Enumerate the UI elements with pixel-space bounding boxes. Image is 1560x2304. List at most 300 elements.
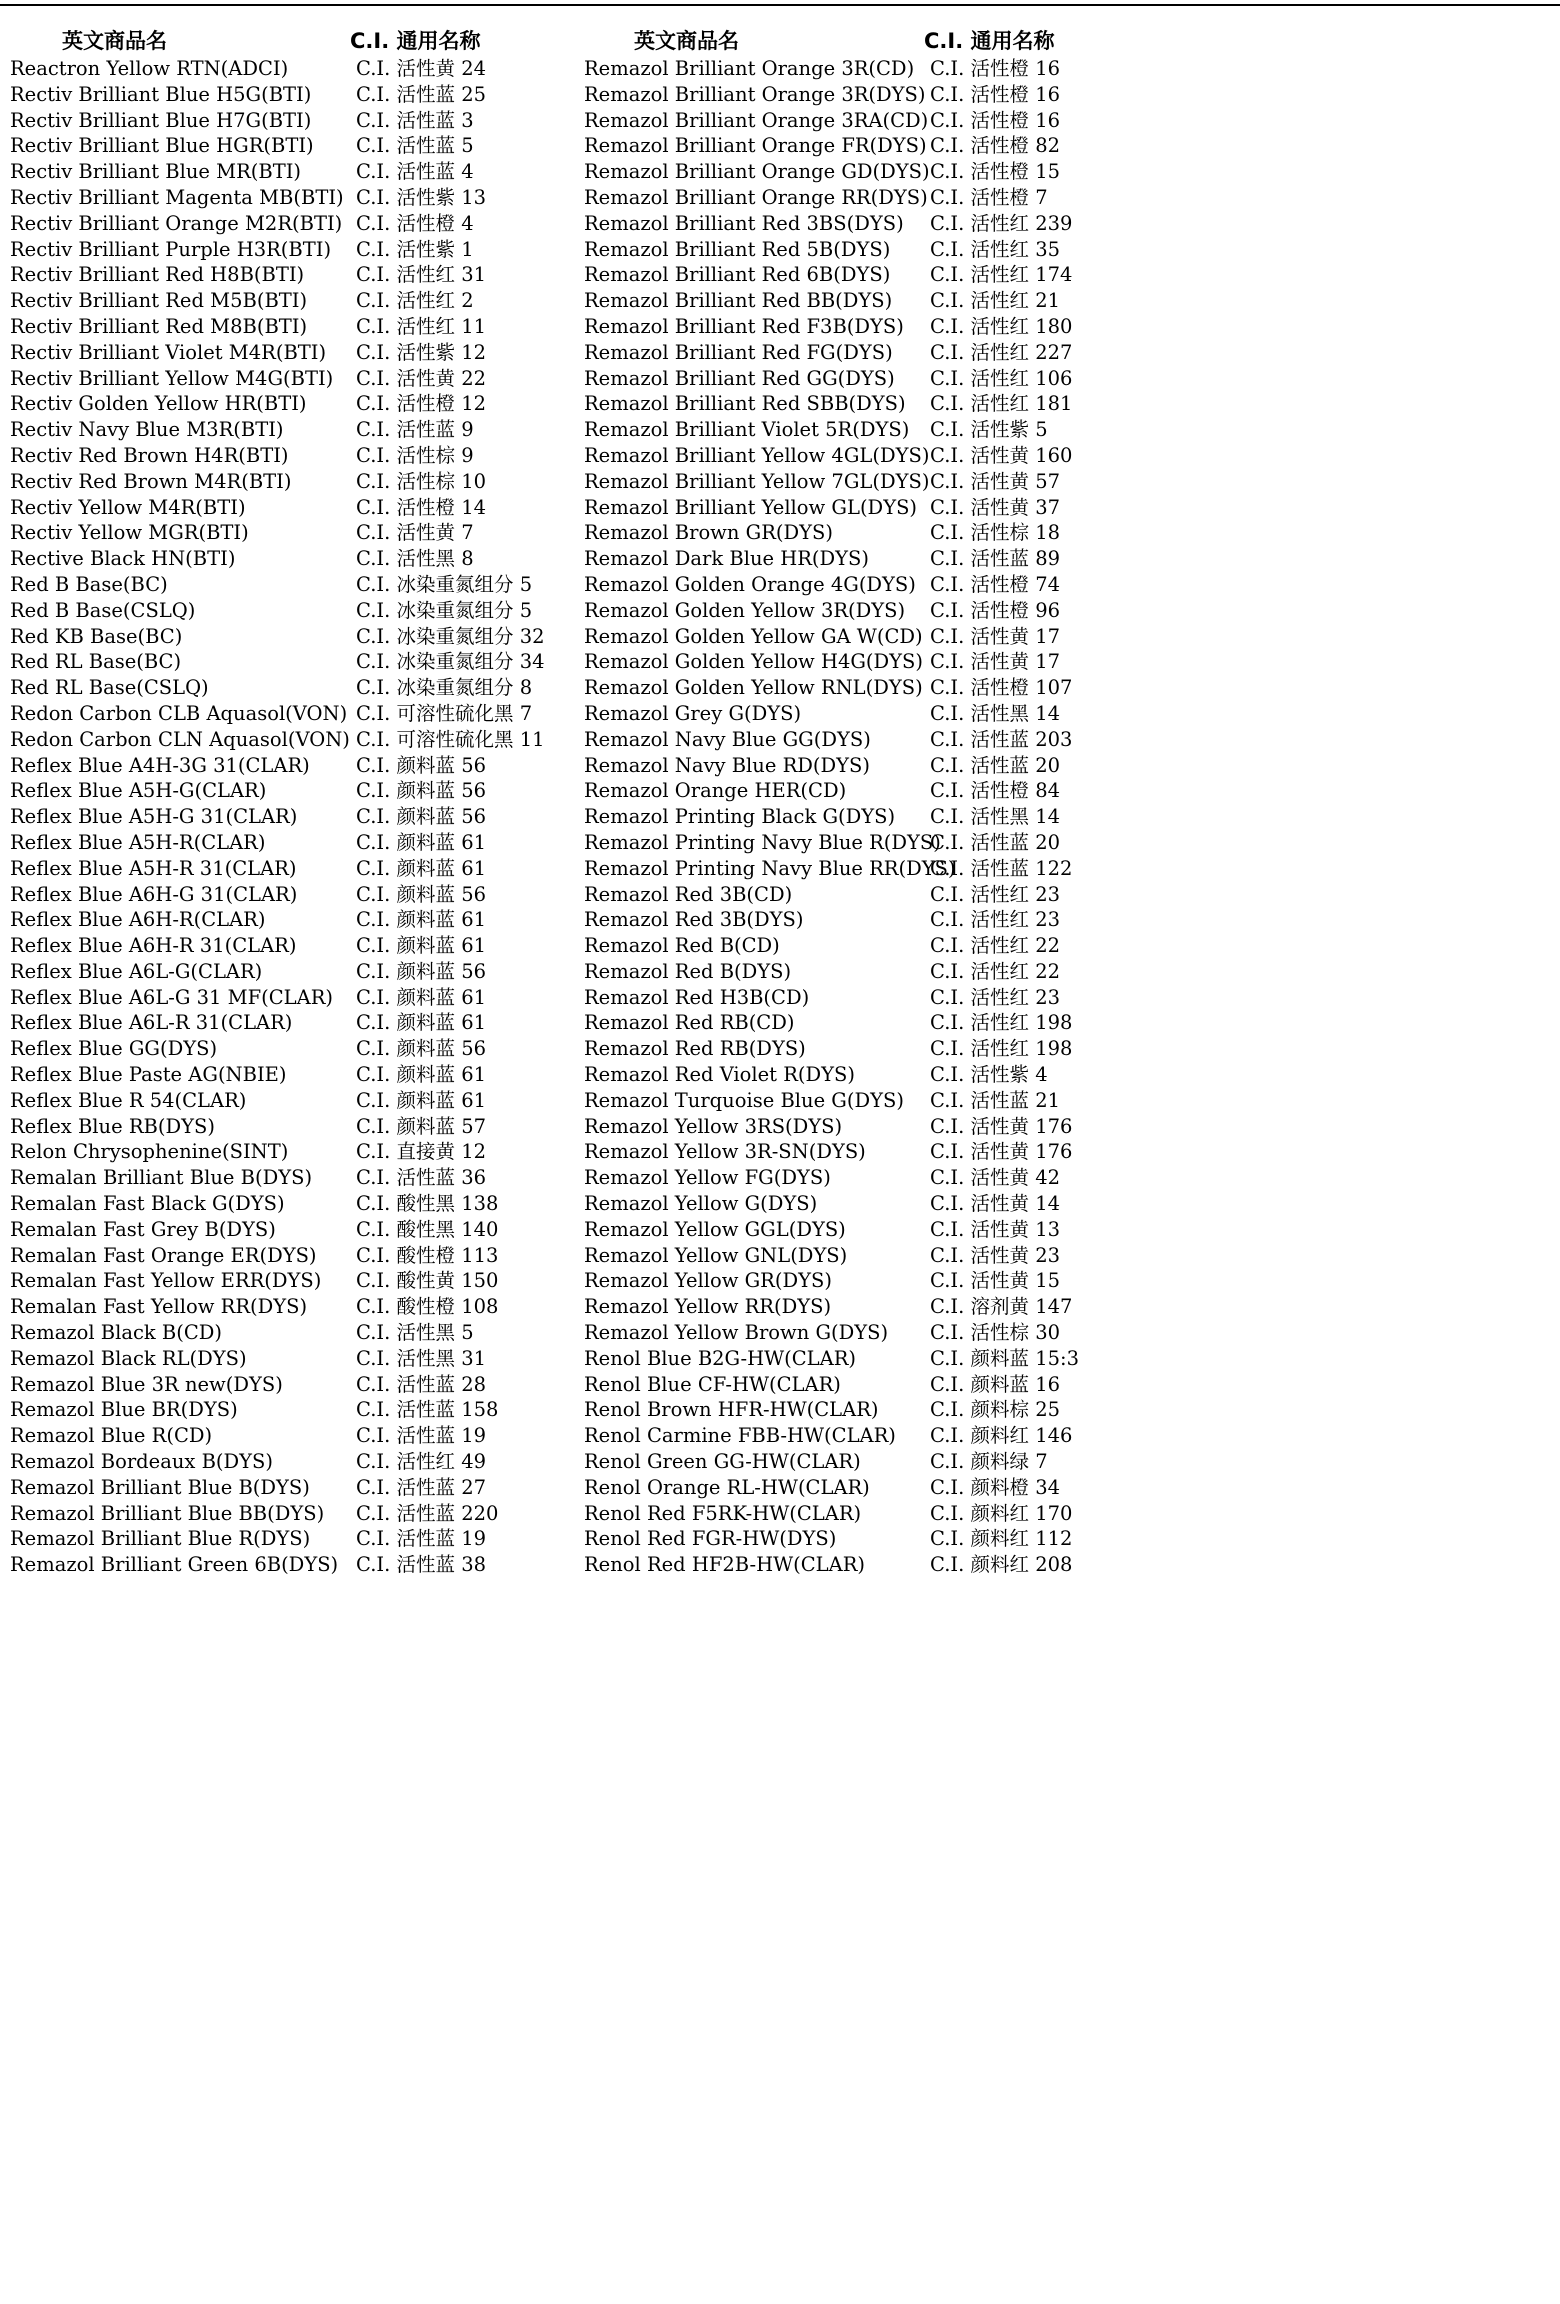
ci-name: C.I. 酸性黑 138 [356, 1192, 499, 1216]
trade-name: Remazol Brilliant Yellow GL(DYS) [584, 495, 918, 519]
ci-name: C.I. 活性蓝 21 [930, 1088, 1061, 1112]
ci-name: C.I. 颜料蓝 56 [356, 753, 487, 777]
table-row [584, 778, 1364, 804]
trade-name: Rectiv Brilliant Red M8B(BTI) [10, 314, 308, 338]
ci-name: C.I. 冰染重氮组分 8 [356, 676, 533, 700]
trade-name: Remazol Navy Blue GG(DYS) [584, 727, 871, 751]
ci-name: C.I. 酸性黄 150 [356, 1269, 499, 1293]
trade-name: Rectiv Brilliant Magenta MB(BTI) [10, 185, 344, 209]
top-rule [0, 4, 1560, 6]
trade-name: Renol Red FGR-HW(DYS) [584, 1527, 837, 1551]
trade-name: Rective Black HN(BTI) [10, 547, 236, 571]
ci-name: C.I. 颜料红 112 [930, 1527, 1073, 1551]
ci-name: C.I. 活性橙 96 [930, 598, 1061, 622]
trade-name: Rectiv Brilliant Yellow M4G(BTI) [10, 366, 334, 390]
ci-name: C.I. 颜料蓝 61 [356, 1063, 487, 1087]
trade-name: Rectiv Brilliant Red H8B(BTI) [10, 263, 305, 287]
ci-name: C.I. 活性橙 84 [930, 779, 1061, 803]
ci-name: C.I. 活性黄 176 [930, 1140, 1073, 1164]
ci-name: C.I. 酸性橙 108 [356, 1295, 499, 1319]
ci-name: C.I. 活性红 31 [356, 263, 487, 287]
ci-name: C.I. 颜料绿 7 [930, 1450, 1048, 1474]
trade-name: Remalan Fast Orange ER(DYS) [10, 1243, 317, 1267]
trade-name: Rectiv Navy Blue M3R(BTI) [10, 418, 284, 442]
ci-name: C.I. 活性橙 16 [930, 57, 1061, 80]
ci-name: C.I. 活性黄 17 [930, 650, 1061, 674]
ci-name: C.I. 活性红 21 [930, 289, 1061, 313]
trade-name: Remazol Red 3B(CD) [584, 882, 793, 906]
ci-name: C.I. 颜料蓝 16 [930, 1372, 1061, 1396]
ci-name: C.I. 活性蓝 89 [930, 547, 1061, 571]
ci-name: C.I. 活性橙 4 [356, 211, 474, 235]
ci-name: C.I. 活性红 23 [930, 882, 1061, 906]
ci-name: C.I. 冰染重氮组分 32 [356, 624, 545, 648]
trade-name: Rectiv Brilliant Purple H3R(BTI) [10, 237, 332, 261]
trade-name: Renol Brown HFR-HW(CLAR) [584, 1398, 879, 1422]
trade-name: Remazol Red 3B(DYS) [584, 908, 804, 932]
trade-name: Remazol Red H3B(CD) [584, 985, 810, 1009]
ci-name: C.I. 酸性黑 140 [356, 1217, 499, 1241]
ci-name: C.I. 活性黄 160 [930, 443, 1073, 467]
ci-name: C.I. 活性紫 5 [930, 418, 1048, 442]
ci-name: C.I. 活性蓝 27 [356, 1475, 487, 1499]
table-row [584, 675, 1364, 701]
trade-name: Remalan Fast Black G(DYS) [10, 1192, 285, 1216]
header-ci-name: C.I. 通用名称 [924, 29, 1055, 53]
trade-name: Rectiv Brilliant Red M5B(BTI) [10, 289, 308, 313]
header-trade-name: 英文商品名 [62, 29, 167, 53]
trade-name: Remazol Yellow GR(DYS) [584, 1269, 832, 1293]
trade-name: Reflex Blue GG(DYS) [10, 1037, 218, 1061]
ci-name: C.I. 活性橙 107 [930, 676, 1073, 700]
ci-name: C.I. 活性红 2 [356, 289, 474, 313]
ci-name: C.I. 活性蓝 20 [930, 753, 1061, 777]
trade-name: Rectiv Brilliant Blue HGR(BTI) [10, 134, 314, 158]
trade-name: Remazol Golden Orange 4G(DYS) [584, 572, 916, 596]
trade-name: Remazol Brilliant Blue B(DYS) [10, 1475, 310, 1499]
trade-name: Rectiv Brilliant Blue H7G(BTI) [10, 108, 312, 132]
ci-name: C.I. 活性紫 12 [356, 340, 487, 364]
ci-name: C.I. 颜料蓝 57 [356, 1114, 487, 1138]
trade-name: Remazol Orange HER(CD) [584, 779, 847, 803]
trade-name: Remazol Brilliant Orange 3R(DYS) [584, 82, 926, 106]
trade-name: Remazol Brilliant Green 6B(DYS) [10, 1553, 339, 1577]
ci-name: C.I. 颜料蓝 61 [356, 1011, 487, 1035]
trade-name: Remazol Brilliant Orange FR(DYS) [584, 134, 927, 158]
trade-name: Red RL Base(CSLQ) [10, 676, 209, 700]
trade-name: Reflex Blue RB(DYS) [10, 1114, 215, 1138]
ci-name: C.I. 活性黑 8 [356, 547, 474, 571]
ci-name: C.I. 可溶性硫化黑 7 [356, 701, 533, 725]
ci-name: C.I. 活性蓝 36 [356, 1166, 487, 1190]
trade-name: Reflex Blue A5H-R 31(CLAR) [10, 856, 297, 880]
table-row [584, 649, 1364, 675]
table-row [584, 340, 1364, 366]
trade-name: Remazol Brilliant Blue R(DYS) [10, 1527, 311, 1551]
trade-name: Remazol Brilliant Orange GD(DYS) [584, 160, 930, 184]
trade-name: Remazol Red B(DYS) [584, 959, 792, 983]
trade-name: Remazol Brilliant Red 3BS(DYS) [584, 211, 904, 235]
ci-name: C.I. 活性棕 10 [356, 469, 487, 493]
table-row [584, 1397, 1364, 1423]
table-row [584, 391, 1364, 417]
table-row [584, 1114, 1364, 1140]
table-row [584, 907, 1364, 933]
table-row [584, 185, 1364, 211]
table-row [584, 417, 1364, 443]
trade-name: Remazol Brilliant Red SBB(DYS) [584, 392, 906, 416]
trade-name: Red RL Base(BC) [10, 650, 182, 674]
trade-name: Reactron Yellow RTN(ADCI) [10, 57, 289, 80]
table-row [584, 1552, 1364, 1578]
ci-name: C.I. 活性蓝 3 [356, 108, 474, 132]
ci-name: C.I. 活性黄 24 [356, 57, 487, 80]
ci-name: C.I. 活性紫 13 [356, 185, 487, 209]
ci-name: C.I. 活性红 22 [930, 934, 1061, 958]
table-row [584, 1475, 1364, 1501]
ci-name: C.I. 活性蓝 19 [356, 1424, 487, 1448]
trade-name: Remazol Brilliant Orange 3RA(CD) [584, 108, 929, 132]
ci-name: C.I. 活性黄 14 [930, 1192, 1061, 1216]
trade-name: Remalan Fast Yellow ERR(DYS) [10, 1269, 322, 1293]
ci-name: C.I. 直接黄 12 [356, 1140, 487, 1164]
table-row [584, 443, 1364, 469]
ci-name: C.I. 颜料蓝 56 [356, 882, 487, 906]
trade-name: Remazol Yellow GNL(DYS) [584, 1243, 848, 1267]
trade-name: Remalan Fast Grey B(DYS) [10, 1217, 276, 1241]
header-ci-name: C.I. 通用名称 [350, 29, 481, 53]
table-row [584, 1010, 1364, 1036]
table-row [584, 1449, 1364, 1475]
table-row [584, 237, 1364, 263]
trade-name: Remazol Bordeaux B(DYS) [10, 1450, 273, 1474]
trade-name: Remazol Blue R(CD) [10, 1424, 213, 1448]
table-row [584, 830, 1364, 856]
table-row [584, 572, 1364, 598]
table-row [584, 520, 1364, 546]
ci-name: C.I. 活性橙 16 [930, 82, 1061, 106]
trade-name: Remazol Brilliant Orange RR(DYS) [584, 185, 928, 209]
table-row [584, 1320, 1364, 1346]
trade-name: Remazol Brilliant Yellow 4GL(DYS) [584, 443, 930, 467]
trade-name: Remazol Brilliant Orange 3R(CD) [584, 57, 915, 80]
ci-name: C.I. 活性黄 17 [930, 624, 1061, 648]
trade-name: Rectiv Brilliant Violet M4R(BTI) [10, 340, 327, 364]
ci-name: C.I. 活性棕 30 [930, 1321, 1061, 1345]
trade-name: Remazol Brilliant Red 5B(DYS) [584, 237, 891, 261]
ci-name: C.I. 颜料蓝 61 [356, 830, 487, 854]
ci-name: C.I. 活性黄 42 [930, 1166, 1061, 1190]
trade-name: Remalan Brilliant Blue B(DYS) [10, 1166, 313, 1190]
trade-name: Remazol Red Violet R(DYS) [584, 1063, 855, 1087]
ci-name: C.I. 活性红 23 [930, 908, 1061, 932]
ci-name: C.I. 活性蓝 38 [356, 1553, 487, 1577]
table-row [584, 753, 1364, 779]
trade-name: Remazol Brilliant Blue BB(DYS) [10, 1501, 325, 1525]
table-row [584, 262, 1364, 288]
table-row [584, 1191, 1364, 1217]
trade-name: Reflex Blue A6L-R 31(CLAR) [10, 1011, 293, 1035]
trade-name: Remazol Golden Yellow GA W(CD) [584, 624, 923, 648]
trade-name: Remazol Dark Blue HR(DYS) [584, 547, 870, 571]
ci-name: C.I. 活性蓝 28 [356, 1372, 487, 1396]
ci-name: C.I. 活性黄 57 [930, 469, 1061, 493]
table-row [584, 1423, 1364, 1449]
table-row [584, 133, 1364, 159]
ci-name: C.I. 活性橙 16 [930, 108, 1061, 132]
trade-name: Rectiv Yellow M4R(BTI) [10, 495, 246, 519]
trade-name: Remazol Red RB(CD) [584, 1011, 795, 1035]
trade-name: Remazol Brilliant Yellow 7GL(DYS) [584, 469, 930, 493]
ci-name: C.I. 活性红 35 [930, 237, 1061, 261]
ci-name: C.I. 活性黑 31 [356, 1346, 487, 1370]
trade-name: Reflex Blue A5H-G 31(CLAR) [10, 805, 298, 829]
trade-name: Renol Blue CF-HW(CLAR) [584, 1372, 841, 1396]
trade-name: Remazol Black RL(DYS) [10, 1346, 247, 1370]
table-row [584, 1294, 1364, 1320]
header-trade-name: 英文商品名 [634, 29, 739, 53]
table-row [584, 598, 1364, 624]
ci-name: C.I. 活性蓝 122 [930, 856, 1073, 880]
ci-name: C.I. 活性黑 14 [930, 701, 1061, 725]
ci-name: C.I. 颜料蓝 61 [356, 934, 487, 958]
ci-name: C.I. 活性蓝 158 [356, 1398, 499, 1422]
ci-name: C.I. 颜料棕 25 [930, 1398, 1061, 1422]
ci-name: C.I. 活性蓝 25 [356, 82, 487, 106]
trade-name: Renol Orange RL-HW(CLAR) [584, 1475, 870, 1499]
table-row [584, 469, 1364, 495]
trade-name: Renol Blue B2G-HW(CLAR) [584, 1346, 856, 1370]
ci-name: C.I. 活性黄 7 [356, 521, 474, 545]
ci-name: C.I. 活性红 198 [930, 1011, 1073, 1035]
ci-name: C.I. 溶剂黄 147 [930, 1295, 1073, 1319]
table-row [584, 933, 1364, 959]
trade-name: Remazol Brown GR(DYS) [584, 521, 833, 545]
table-row [584, 1526, 1364, 1552]
trade-name: Reflex Blue A4H-3G 31(CLAR) [10, 753, 310, 777]
trade-name: Remazol Yellow 3R-SN(DYS) [584, 1140, 866, 1164]
ci-name: C.I. 酸性橙 113 [356, 1243, 499, 1267]
ci-name: C.I. 颜料蓝 56 [356, 1037, 487, 1061]
table-row [584, 804, 1364, 830]
ci-name: C.I. 颜料橙 34 [930, 1475, 1061, 1499]
table-row [584, 959, 1364, 985]
ci-name: C.I. 活性红 181 [930, 392, 1073, 416]
ci-name: C.I. 活性棕 9 [356, 443, 474, 467]
trade-name: Reflex Blue R 54(CLAR) [10, 1088, 247, 1112]
trade-name: Remazol Printing Navy Blue R(DYS) [584, 830, 941, 854]
trade-name: Reflex Blue A6H-R 31(CLAR) [10, 934, 297, 958]
trade-name: Remazol Printing Navy Blue RR(DYS) [584, 856, 956, 880]
table-row [584, 624, 1364, 650]
trade-name: Reflex Blue Paste AG(NBIE) [10, 1063, 287, 1087]
trade-name: Remazol Golden Yellow RNL(DYS) [584, 676, 923, 700]
trade-name: Red B Base(BC) [10, 572, 168, 596]
table-row [584, 366, 1364, 392]
ci-name: C.I. 活性黄 22 [356, 366, 487, 390]
ci-name: C.I. 颜料蓝 56 [356, 959, 487, 983]
table-row [584, 985, 1364, 1011]
ci-name: C.I. 活性红 22 [930, 959, 1061, 983]
trade-name: Remazol Brilliant Red BB(DYS) [584, 289, 893, 313]
trade-name: Rectiv Brilliant Blue MR(BTI) [10, 160, 302, 184]
trade-name: Remazol Brilliant Red F3B(DYS) [584, 314, 904, 338]
ci-name: C.I. 颜料蓝 61 [356, 856, 487, 880]
ci-name: C.I. 活性黄 23 [930, 1243, 1061, 1267]
trade-name: Remazol Red RB(DYS) [584, 1037, 806, 1061]
table-row [584, 701, 1364, 727]
table-row [584, 1036, 1364, 1062]
table-row [584, 211, 1364, 237]
trade-name: Remazol Blue BR(DYS) [10, 1398, 238, 1422]
table-row [584, 1268, 1364, 1294]
ci-name: C.I. 活性橙 74 [930, 572, 1061, 596]
table-row [584, 108, 1364, 134]
trade-name: Renol Red HF2B-HW(CLAR) [584, 1553, 865, 1577]
ci-name: C.I. 活性红 239 [930, 211, 1073, 235]
ci-name: C.I. 可溶性硫化黑 11 [356, 727, 545, 751]
ci-name: C.I. 活性蓝 20 [930, 830, 1061, 854]
trade-name: Renol Red F5RK-HW(CLAR) [584, 1501, 862, 1525]
ci-name: C.I. 颜料蓝 15:3 [930, 1346, 1080, 1370]
table-row [584, 288, 1364, 314]
ci-name: C.I. 活性红 49 [356, 1450, 487, 1474]
ci-name: C.I. 活性蓝 9 [356, 418, 474, 442]
trade-name: Remazol Golden Yellow H4G(DYS) [584, 650, 924, 674]
ci-name: C.I. 活性橙 14 [356, 495, 487, 519]
ci-name: C.I. 活性黄 15 [930, 1269, 1061, 1293]
trade-name: Remazol Yellow Brown G(DYS) [584, 1321, 889, 1345]
ci-name: C.I. 活性蓝 4 [356, 160, 474, 184]
table-row [584, 882, 1364, 908]
trade-name: Renol Green GG-HW(CLAR) [584, 1450, 861, 1474]
ci-name: C.I. 活性黄 13 [930, 1217, 1061, 1241]
ci-name: C.I. 活性红 11 [356, 314, 487, 338]
table-row [584, 1372, 1364, 1398]
ci-name: C.I. 活性黄 37 [930, 495, 1061, 519]
trade-name: Rectiv Brilliant Blue H5G(BTI) [10, 82, 312, 106]
ci-name: C.I. 活性红 174 [930, 263, 1073, 287]
table-row [584, 1501, 1364, 1527]
trade-name: Reflex Blue A5H-R(CLAR) [10, 830, 266, 854]
ci-name: C.I. 冰染重氮组分 5 [356, 598, 533, 622]
ci-name: C.I. 活性橙 12 [356, 392, 487, 416]
ci-name: C.I. 活性紫 1 [356, 237, 474, 261]
ci-name: C.I. 活性黑 14 [930, 805, 1061, 829]
table-row [584, 495, 1364, 521]
table-row [584, 1088, 1364, 1114]
ci-name: C.I. 颜料红 170 [930, 1501, 1073, 1525]
ci-name: C.I. 活性红 106 [930, 366, 1073, 390]
trade-name: Rectiv Yellow MGR(BTI) [10, 521, 249, 545]
trade-name: Remazol Blue 3R new(DYS) [10, 1372, 283, 1396]
table-row [584, 1062, 1364, 1088]
trade-name: Red KB Base(BC) [10, 624, 183, 648]
trade-name: Relon Chrysophenine(SINT) [10, 1140, 289, 1164]
trade-name: Remazol Grey G(DYS) [584, 701, 802, 725]
trade-name: Rectiv Brilliant Orange M2R(BTI) [10, 211, 343, 235]
table-row [584, 727, 1364, 753]
ci-name: C.I. 活性蓝 220 [356, 1501, 499, 1525]
ci-name: C.I. 颜料红 146 [930, 1424, 1073, 1448]
table-row [584, 1346, 1364, 1372]
trade-name: Remalan Fast Yellow RR(DYS) [10, 1295, 308, 1319]
trade-name: Remazol Brilliant Red FG(DYS) [584, 340, 893, 364]
ci-name: C.I. 活性蓝 19 [356, 1527, 487, 1551]
table-row [584, 1217, 1364, 1243]
trade-name: Remazol Yellow FG(DYS) [584, 1166, 831, 1190]
trade-name: Remazol Navy Blue RD(DYS) [584, 753, 870, 777]
table-row [584, 856, 1364, 882]
trade-name: Redon Carbon CLB Aquasol(VON) [10, 701, 348, 725]
trade-name: Rectiv Red Brown H4R(BTI) [10, 443, 289, 467]
table-row [584, 1165, 1364, 1191]
right-column [584, 26, 1364, 1578]
ci-name: C.I. 颜料蓝 61 [356, 908, 487, 932]
trade-name: Remazol Black B(CD) [10, 1321, 223, 1345]
trade-name: Rectiv Golden Yellow HR(BTI) [10, 392, 307, 416]
trade-name: Reflex Blue A6H-R(CLAR) [10, 908, 266, 932]
ci-name: C.I. 活性紫 4 [930, 1063, 1048, 1087]
trade-name: Red B Base(CSLQ) [10, 598, 196, 622]
ci-name: C.I. 冰染重氮组分 34 [356, 650, 545, 674]
table-row [584, 546, 1364, 572]
ci-name: C.I. 活性橙 15 [930, 160, 1061, 184]
trade-name: Remazol Golden Yellow 3R(DYS) [584, 598, 906, 622]
ci-name: C.I. 颜料蓝 61 [356, 985, 487, 1009]
right-header [584, 26, 1364, 56]
table-row [584, 314, 1364, 340]
trade-name: Remazol Brilliant Red GG(DYS) [584, 366, 895, 390]
trade-name: Reflex Blue A6L-G 31 MF(CLAR) [10, 985, 333, 1009]
trade-name: Renol Carmine FBB-HW(CLAR) [584, 1424, 896, 1448]
trade-name: Remazol Brilliant Violet 5R(DYS) [584, 418, 910, 442]
ci-name: C.I. 活性红 23 [930, 985, 1061, 1009]
trade-name: Reflex Blue A6H-G 31(CLAR) [10, 882, 298, 906]
ci-name: C.I. 颜料蓝 61 [356, 1088, 487, 1112]
trade-name: Remazol Red B(CD) [584, 934, 780, 958]
ci-name: C.I. 活性红 227 [930, 340, 1073, 364]
trade-name: Remazol Turquoise Blue G(DYS) [584, 1088, 904, 1112]
trade-name: Rectiv Red Brown M4R(BTI) [10, 469, 292, 493]
ci-name: C.I. 颜料红 208 [930, 1553, 1073, 1577]
trade-name: Remazol Yellow G(DYS) [584, 1192, 818, 1216]
ci-name: C.I. 活性黑 5 [356, 1321, 474, 1345]
trade-name: Reflex Blue A6L-G(CLAR) [10, 959, 263, 983]
table-row [584, 82, 1364, 108]
ci-name: C.I. 活性红 198 [930, 1037, 1073, 1061]
ci-name: C.I. 活性棕 18 [930, 521, 1061, 545]
trade-name: Reflex Blue A5H-G(CLAR) [10, 779, 267, 803]
ci-name: C.I. 活性蓝 5 [356, 134, 474, 158]
ci-name: C.I. 颜料蓝 56 [356, 805, 487, 829]
table-row [584, 1243, 1364, 1269]
table-row [584, 1139, 1364, 1165]
ci-name: C.I. 活性橙 82 [930, 134, 1061, 158]
trade-name: Remazol Yellow RR(DYS) [584, 1295, 832, 1319]
ci-name: C.I. 活性橙 7 [930, 185, 1048, 209]
trade-name: Remazol Printing Black G(DYS) [584, 805, 896, 829]
ci-name: C.I. 活性黄 176 [930, 1114, 1073, 1138]
ci-name: C.I. 颜料蓝 56 [356, 779, 487, 803]
trade-name: Remazol Yellow 3RS(DYS) [584, 1114, 843, 1138]
ci-name: C.I. 活性蓝 203 [930, 727, 1073, 751]
right-rows [584, 56, 1364, 1578]
trade-name: Remazol Yellow GGL(DYS) [584, 1217, 846, 1241]
trade-name: Remazol Brilliant Red 6B(DYS) [584, 263, 891, 287]
table-row [584, 56, 1364, 82]
trade-name: Redon Carbon CLN Aquasol(VON) [10, 727, 350, 751]
